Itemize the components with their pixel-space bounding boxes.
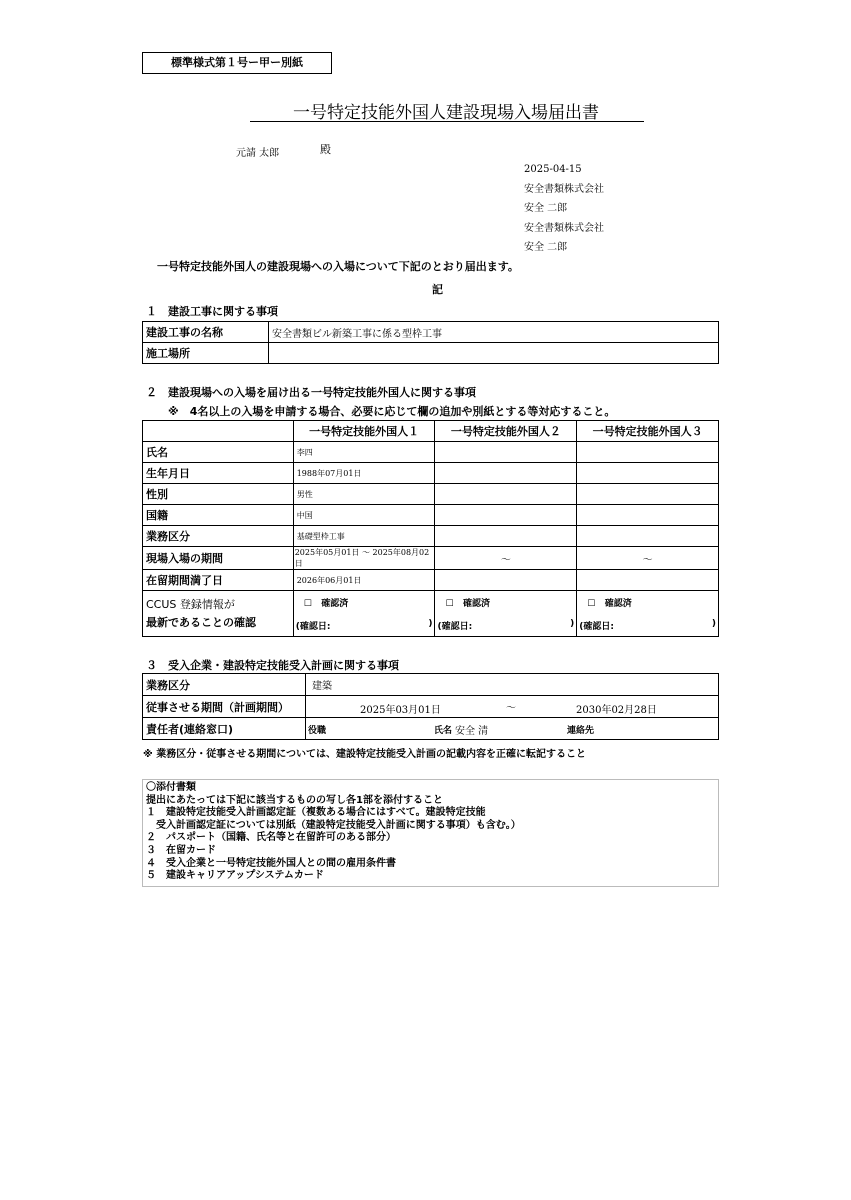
table-cell: 基礎型枠工事 — [293, 526, 435, 547]
row-label: 在留期間満了日 — [143, 570, 294, 591]
table-row — [143, 463, 719, 484]
ccus-label-line: CCUS 登録情報が — [146, 597, 235, 611]
confirm-date-close: ) — [428, 618, 433, 629]
worker-table — [142, 420, 719, 637]
row-label: 性別 — [143, 484, 294, 505]
table-cell — [435, 505, 577, 526]
submission-date: 2025-04-15 — [524, 164, 582, 175]
entry-period-cell: ～ — [577, 547, 719, 570]
name-value: 安全 清 — [455, 726, 489, 737]
table-cell: 2026年06月01日 — [293, 570, 435, 591]
table-cell: 男性 — [293, 484, 435, 505]
column-header: 一号特定技能外国人２ — [435, 421, 577, 442]
table-row — [143, 547, 719, 570]
attachment-line: 提出にあたっては下記に該当するものの写し各1部を添付すること — [146, 794, 443, 806]
ccus-label — [143, 591, 294, 637]
row-label: 従事させる期間（計画期間） — [143, 696, 306, 718]
confirm-date-label: (確認日: — [437, 621, 473, 632]
section2-note: ※ 4名以上の入場を申請する場合、必要に応じて欄の追加や別紙とする等対応すること。 — [168, 405, 616, 418]
name-label: 氏名 — [434, 726, 453, 736]
table-cell: 李四 — [293, 442, 435, 463]
construction-table — [142, 321, 719, 364]
period-start: 2025年03月01日 — [360, 705, 441, 716]
table-row — [143, 505, 719, 526]
table-row — [143, 696, 719, 718]
table-row — [143, 718, 719, 740]
title-underline — [250, 121, 644, 122]
checkbox-label: 確認済 — [604, 598, 632, 609]
column-header: 一号特定技能外国人１ — [293, 421, 435, 442]
entry-period-cell: 2025年05月01日 ～ 2025年08月02日 — [293, 547, 435, 570]
table-cell — [577, 484, 719, 505]
table-cell: 中国 — [293, 505, 435, 526]
document-title: 一号特定技能外国人建設現場入場届出書 — [293, 103, 599, 123]
row-label: 国籍 — [143, 505, 294, 526]
section2-heading: ２ 建設現場への入場を届け出る一号特定技能外国人に関する事項 — [146, 386, 476, 399]
intro-text: 一号特定技能外国人の建設現場への入場について下記のとおり届出ます。 — [157, 260, 519, 273]
row-label: 生年月日 — [143, 463, 294, 484]
confirm-date-label: (確認日: — [579, 621, 614, 632]
row-label: 業務区分 — [143, 674, 306, 696]
table-cell — [435, 484, 577, 505]
construction-name-value: 安全書類ビル新築工事に係る型枠工事 — [269, 322, 719, 343]
table-row — [143, 442, 719, 463]
attachment-line: ３ 在留カード — [146, 844, 216, 856]
confirm-date-close: ) — [570, 618, 575, 629]
entry-period-cell: ～ — [435, 547, 577, 570]
table-cell — [577, 570, 719, 591]
section3-note: ※ 業務区分・従事させる期間については、建設特定技能受入計画の記載内容を正確に転記すること — [143, 749, 587, 760]
table-cell — [577, 505, 719, 526]
attachments-box — [142, 779, 719, 887]
table-row — [143, 322, 719, 343]
table-row — [143, 343, 719, 364]
attachment-line: 受入計画認定証については別紙（建設特定技能受入計画に関する事項）も含む。） — [146, 819, 521, 831]
attachment-line: ４ 受入企業と一号特定技能外国人との間の雇用条件書 — [146, 857, 396, 869]
company-plan-table — [142, 673, 719, 740]
period-tilde: ～ — [506, 703, 516, 714]
table-row — [143, 526, 719, 547]
table-header-row — [143, 421, 719, 442]
table-row — [143, 484, 719, 505]
column-header: 一号特定技能外国人３ — [577, 421, 719, 442]
table-cell — [435, 526, 577, 547]
row-label: 責任者(連絡窓口) — [143, 718, 306, 740]
row-label: 建設工事の名称 — [143, 322, 269, 343]
submitter-block — [524, 160, 604, 258]
confirm-date-close: ) — [711, 618, 716, 629]
post-label: 役職 — [308, 726, 327, 736]
corner-cell — [143, 421, 294, 442]
row-label: 業務区分 — [143, 526, 294, 547]
table-cell — [577, 442, 719, 463]
confirm-date-label: (確認日: — [295, 621, 331, 632]
ccus-cell-3 — [577, 591, 719, 637]
construction-site-value — [269, 343, 719, 364]
section1-heading: １ 建設工事に関する事項 — [146, 305, 278, 318]
table-cell — [435, 463, 577, 484]
attachment-line: １ 建設特定技能受入計画認定証（複数ある場合にはすべて。建設特定技能 — [146, 807, 486, 819]
checkbox[interactable]: ☐ — [587, 598, 596, 609]
ccus-cell-2 — [435, 591, 577, 637]
table-cell — [435, 570, 577, 591]
ki-label: 記 — [432, 283, 443, 296]
ccus-row — [143, 591, 719, 637]
addressee-name: 元請 太郎 — [236, 148, 280, 159]
submitter-line: 安全 二郎 — [524, 203, 568, 214]
period-end: 2030年02月28日 — [576, 705, 657, 716]
table-row — [143, 674, 719, 696]
row-label: 氏名 — [143, 442, 294, 463]
ccus-label-line: 最新であることの確認 — [146, 615, 256, 629]
ccus-cell-1 — [293, 591, 435, 637]
table-cell — [435, 442, 577, 463]
row-label: 現場入場の期間 — [143, 547, 294, 570]
checkbox-label: 確認済 — [321, 598, 349, 609]
checkbox-label: 確認済 — [462, 598, 490, 609]
attachments-heading: 〇添付書類 — [146, 782, 196, 793]
attachment-line: ２ パスポート（国籍、氏名等と在留許可のある部分） — [146, 832, 396, 844]
table-cell: 1988年07月01日 — [293, 463, 435, 484]
submitter-line: 安全書類株式会社 — [524, 222, 604, 234]
checkbox[interactable]: ☐ — [445, 598, 454, 609]
row-label: 施工場所 — [143, 343, 269, 364]
table-row — [143, 570, 719, 591]
responsible-cell — [306, 718, 719, 740]
submitter-line: 安全書類株式会社 — [524, 183, 604, 195]
section3-heading: ３ 受入企業・建設特定技能受入計画に関する事項 — [146, 659, 399, 672]
addressee-honorific: 殿 — [320, 143, 331, 156]
table-cell — [577, 526, 719, 547]
checkbox[interactable]: ☐ — [303, 598, 312, 609]
business-value: 建築 — [306, 674, 719, 696]
plan-period-cell — [306, 696, 719, 718]
contact-label: 連絡先 — [567, 726, 595, 736]
table-cell — [577, 463, 719, 484]
form-number-box: 標準様式第１号ー甲ー別紙 — [142, 52, 332, 74]
submitter-line: 安全 二郎 — [524, 242, 568, 253]
attachment-line: ５ 建設キャリアアップシステムカード — [146, 870, 324, 882]
